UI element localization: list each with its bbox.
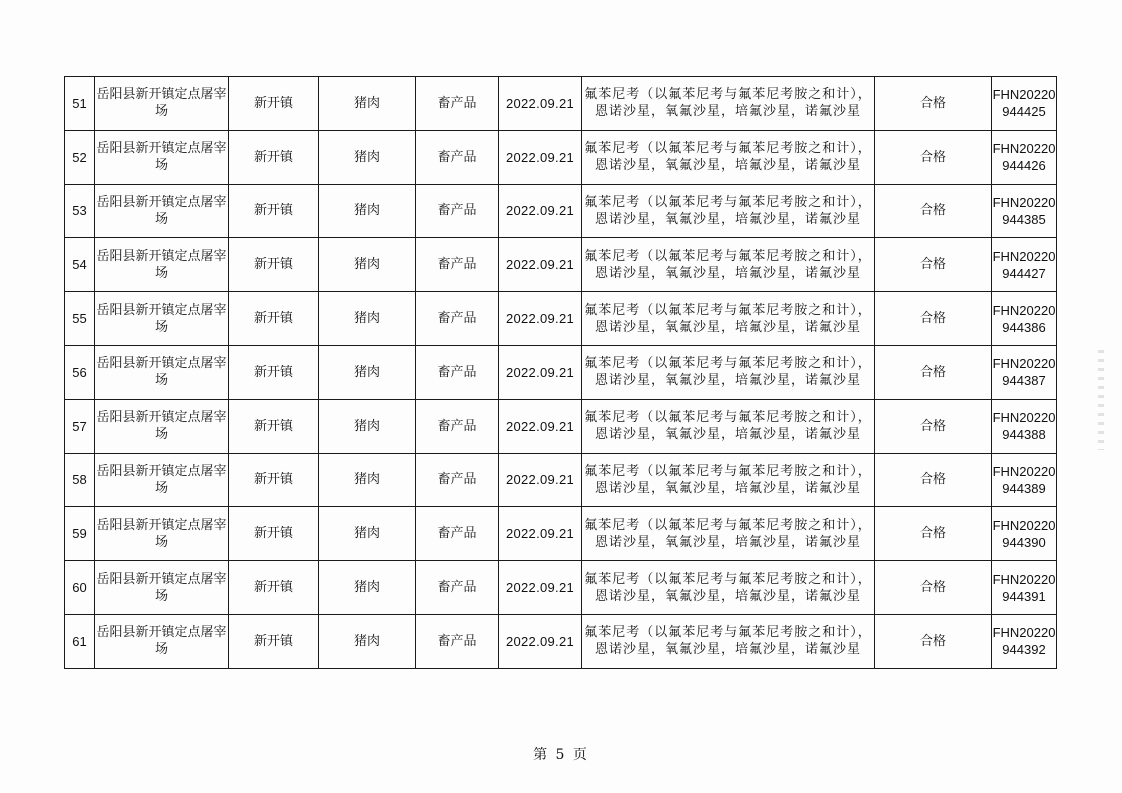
category-cell: 畜产品	[416, 345, 499, 399]
sampled-unit-cell: 岳阳县新开镇定点屠宰场	[95, 507, 229, 561]
result-cell: 合格	[875, 399, 992, 453]
category-cell: 畜产品	[416, 77, 499, 131]
category-cell: 畜产品	[416, 614, 499, 668]
category-cell: 畜产品	[416, 399, 499, 453]
result-cell: 合格	[875, 614, 992, 668]
category-cell: 畜产品	[416, 453, 499, 507]
row-number-cell: 59	[65, 507, 95, 561]
sample-name-cell: 猪肉	[319, 453, 416, 507]
sampled-unit-cell: 岳阳县新开镇定点屠宰场	[95, 184, 229, 238]
sampling-date-cell: 2022.09.21	[499, 184, 582, 238]
sampling-date-cell: 2022.09.21	[499, 399, 582, 453]
test-items-cell: 氟苯尼考（以氟苯尼考与氟苯尼考胺之和计），恩诺沙星，氧氟沙星，培氟沙星，诺氟沙星	[582, 453, 875, 507]
sample-name-cell: 猪肉	[319, 399, 416, 453]
result-cell: 合格	[875, 184, 992, 238]
sampling-date-cell: 2022.09.21	[499, 238, 582, 292]
result-cell: 合格	[875, 238, 992, 292]
sample-code-cell: FHN20220944388	[992, 399, 1057, 453]
town-cell: 新开镇	[229, 453, 319, 507]
row-number-cell: 58	[65, 453, 95, 507]
town-cell: 新开镇	[229, 292, 319, 346]
sample-code-cell: FHN20220944386	[992, 292, 1057, 346]
result-cell: 合格	[875, 453, 992, 507]
sample-code-cell: FHN20220944385	[992, 184, 1057, 238]
town-cell: 新开镇	[229, 77, 319, 131]
row-number-cell: 54	[65, 238, 95, 292]
table-row	[65, 238, 1057, 292]
row-number-cell: 53	[65, 184, 95, 238]
table-row	[65, 130, 1057, 184]
result-cell: 合格	[875, 345, 992, 399]
result-cell: 合格	[875, 292, 992, 346]
table-row	[65, 399, 1057, 453]
test-items-cell: 氟苯尼考（以氟苯尼考与氟苯尼考胺之和计），恩诺沙星，氧氟沙星，培氟沙星，诺氟沙星	[582, 507, 875, 561]
test-items-cell: 氟苯尼考（以氟苯尼考与氟苯尼考胺之和计），恩诺沙星，氧氟沙星，培氟沙星，诺氟沙星	[582, 561, 875, 615]
sampling-date-cell: 2022.09.21	[499, 345, 582, 399]
sample-code-cell: FHN20220944426	[992, 130, 1057, 184]
scan-artifact	[1098, 350, 1104, 450]
town-cell: 新开镇	[229, 399, 319, 453]
category-cell: 畜产品	[416, 507, 499, 561]
town-cell: 新开镇	[229, 130, 319, 184]
test-items-cell: 氟苯尼考（以氟苯尼考与氟苯尼考胺之和计），恩诺沙星，氧氟沙星，培氟沙星，诺氟沙星	[582, 614, 875, 668]
sampled-unit-cell: 岳阳县新开镇定点屠宰场	[95, 238, 229, 292]
result-cell: 合格	[875, 561, 992, 615]
sampled-unit-cell: 岳阳县新开镇定点屠宰场	[95, 77, 229, 131]
sampling-date-cell: 2022.09.21	[499, 77, 582, 131]
town-cell: 新开镇	[229, 614, 319, 668]
sample-name-cell: 猪肉	[319, 614, 416, 668]
sampled-unit-cell: 岳阳县新开镇定点屠宰场	[95, 345, 229, 399]
inspection-results-table	[64, 76, 1057, 669]
sampling-date-cell: 2022.09.21	[499, 453, 582, 507]
sampled-unit-cell: 岳阳县新开镇定点屠宰场	[95, 614, 229, 668]
sampled-unit-cell: 岳阳县新开镇定点屠宰场	[95, 453, 229, 507]
row-number-cell: 56	[65, 345, 95, 399]
category-cell: 畜产品	[416, 184, 499, 238]
table-row	[65, 561, 1057, 615]
test-items-cell: 氟苯尼考（以氟苯尼考与氟苯尼考胺之和计），恩诺沙星，氧氟沙星，培氟沙星，诺氟沙星	[582, 238, 875, 292]
result-cell: 合格	[875, 507, 992, 561]
row-number-cell: 60	[65, 561, 95, 615]
test-items-cell: 氟苯尼考（以氟苯尼考与氟苯尼考胺之和计），恩诺沙星，氧氟沙星，培氟沙星，诺氟沙星	[582, 345, 875, 399]
town-cell: 新开镇	[229, 507, 319, 561]
sample-name-cell: 猪肉	[319, 184, 416, 238]
row-number-cell: 51	[65, 77, 95, 131]
test-items-cell: 氟苯尼考（以氟苯尼考与氟苯尼考胺之和计），恩诺沙星，氧氟沙星，培氟沙星，诺氟沙星	[582, 130, 875, 184]
town-cell: 新开镇	[229, 238, 319, 292]
sampled-unit-cell: 岳阳县新开镇定点屠宰场	[95, 561, 229, 615]
row-number-cell: 52	[65, 130, 95, 184]
test-items-cell: 氟苯尼考（以氟苯尼考与氟苯尼考胺之和计），恩诺沙星，氧氟沙星，培氟沙星，诺氟沙星	[582, 184, 875, 238]
sampling-date-cell: 2022.09.21	[499, 507, 582, 561]
sample-code-cell: FHN20220944389	[992, 453, 1057, 507]
page-number: 第 5 页	[533, 747, 589, 763]
table-row	[65, 184, 1057, 238]
test-items-cell: 氟苯尼考（以氟苯尼考与氟苯尼考胺之和计），恩诺沙星，氧氟沙星，培氟沙星，诺氟沙星	[582, 292, 875, 346]
category-cell: 畜产品	[416, 561, 499, 615]
row-number-cell: 61	[65, 614, 95, 668]
town-cell: 新开镇	[229, 184, 319, 238]
sampled-unit-cell: 岳阳县新开镇定点屠宰场	[95, 292, 229, 346]
sampling-date-cell: 2022.09.21	[499, 292, 582, 346]
sample-code-cell: FHN20220944427	[992, 238, 1057, 292]
table-body	[65, 77, 1057, 669]
sample-code-cell: FHN20220944390	[992, 507, 1057, 561]
sample-name-cell: 猪肉	[319, 238, 416, 292]
table-row	[65, 345, 1057, 399]
sample-code-cell: FHN20220944391	[992, 561, 1057, 615]
sample-name-cell: 猪肉	[319, 507, 416, 561]
sample-name-cell: 猪肉	[319, 130, 416, 184]
sample-name-cell: 猪肉	[319, 561, 416, 615]
sample-name-cell: 猪肉	[319, 77, 416, 131]
table-row	[65, 453, 1057, 507]
row-number-cell: 55	[65, 292, 95, 346]
town-cell: 新开镇	[229, 561, 319, 615]
town-cell: 新开镇	[229, 345, 319, 399]
sample-name-cell: 猪肉	[319, 292, 416, 346]
sampling-date-cell: 2022.09.21	[499, 614, 582, 668]
sampling-date-cell: 2022.09.21	[499, 130, 582, 184]
sampled-unit-cell: 岳阳县新开镇定点屠宰场	[95, 399, 229, 453]
row-number-cell: 57	[65, 399, 95, 453]
category-cell: 畜产品	[416, 130, 499, 184]
sample-code-cell: FHN20220944392	[992, 614, 1057, 668]
test-items-cell: 氟苯尼考（以氟苯尼考与氟苯尼考胺之和计），恩诺沙星，氧氟沙星，培氟沙星，诺氟沙星	[582, 399, 875, 453]
category-cell: 畜产品	[416, 292, 499, 346]
sampled-unit-cell: 岳阳县新开镇定点屠宰场	[95, 130, 229, 184]
table-row	[65, 614, 1057, 668]
table-row	[65, 292, 1057, 346]
result-cell: 合格	[875, 130, 992, 184]
sampling-date-cell: 2022.09.21	[499, 561, 582, 615]
sample-name-cell: 猪肉	[319, 345, 416, 399]
table-row	[65, 77, 1057, 131]
result-cell: 合格	[875, 77, 992, 131]
test-items-cell: 氟苯尼考（以氟苯尼考与氟苯尼考胺之和计），恩诺沙星，氧氟沙星，培氟沙星，诺氟沙星	[582, 77, 875, 131]
table-row	[65, 507, 1057, 561]
sample-code-cell: FHN20220944425	[992, 77, 1057, 131]
sample-code-cell: FHN20220944387	[992, 345, 1057, 399]
category-cell: 畜产品	[416, 238, 499, 292]
